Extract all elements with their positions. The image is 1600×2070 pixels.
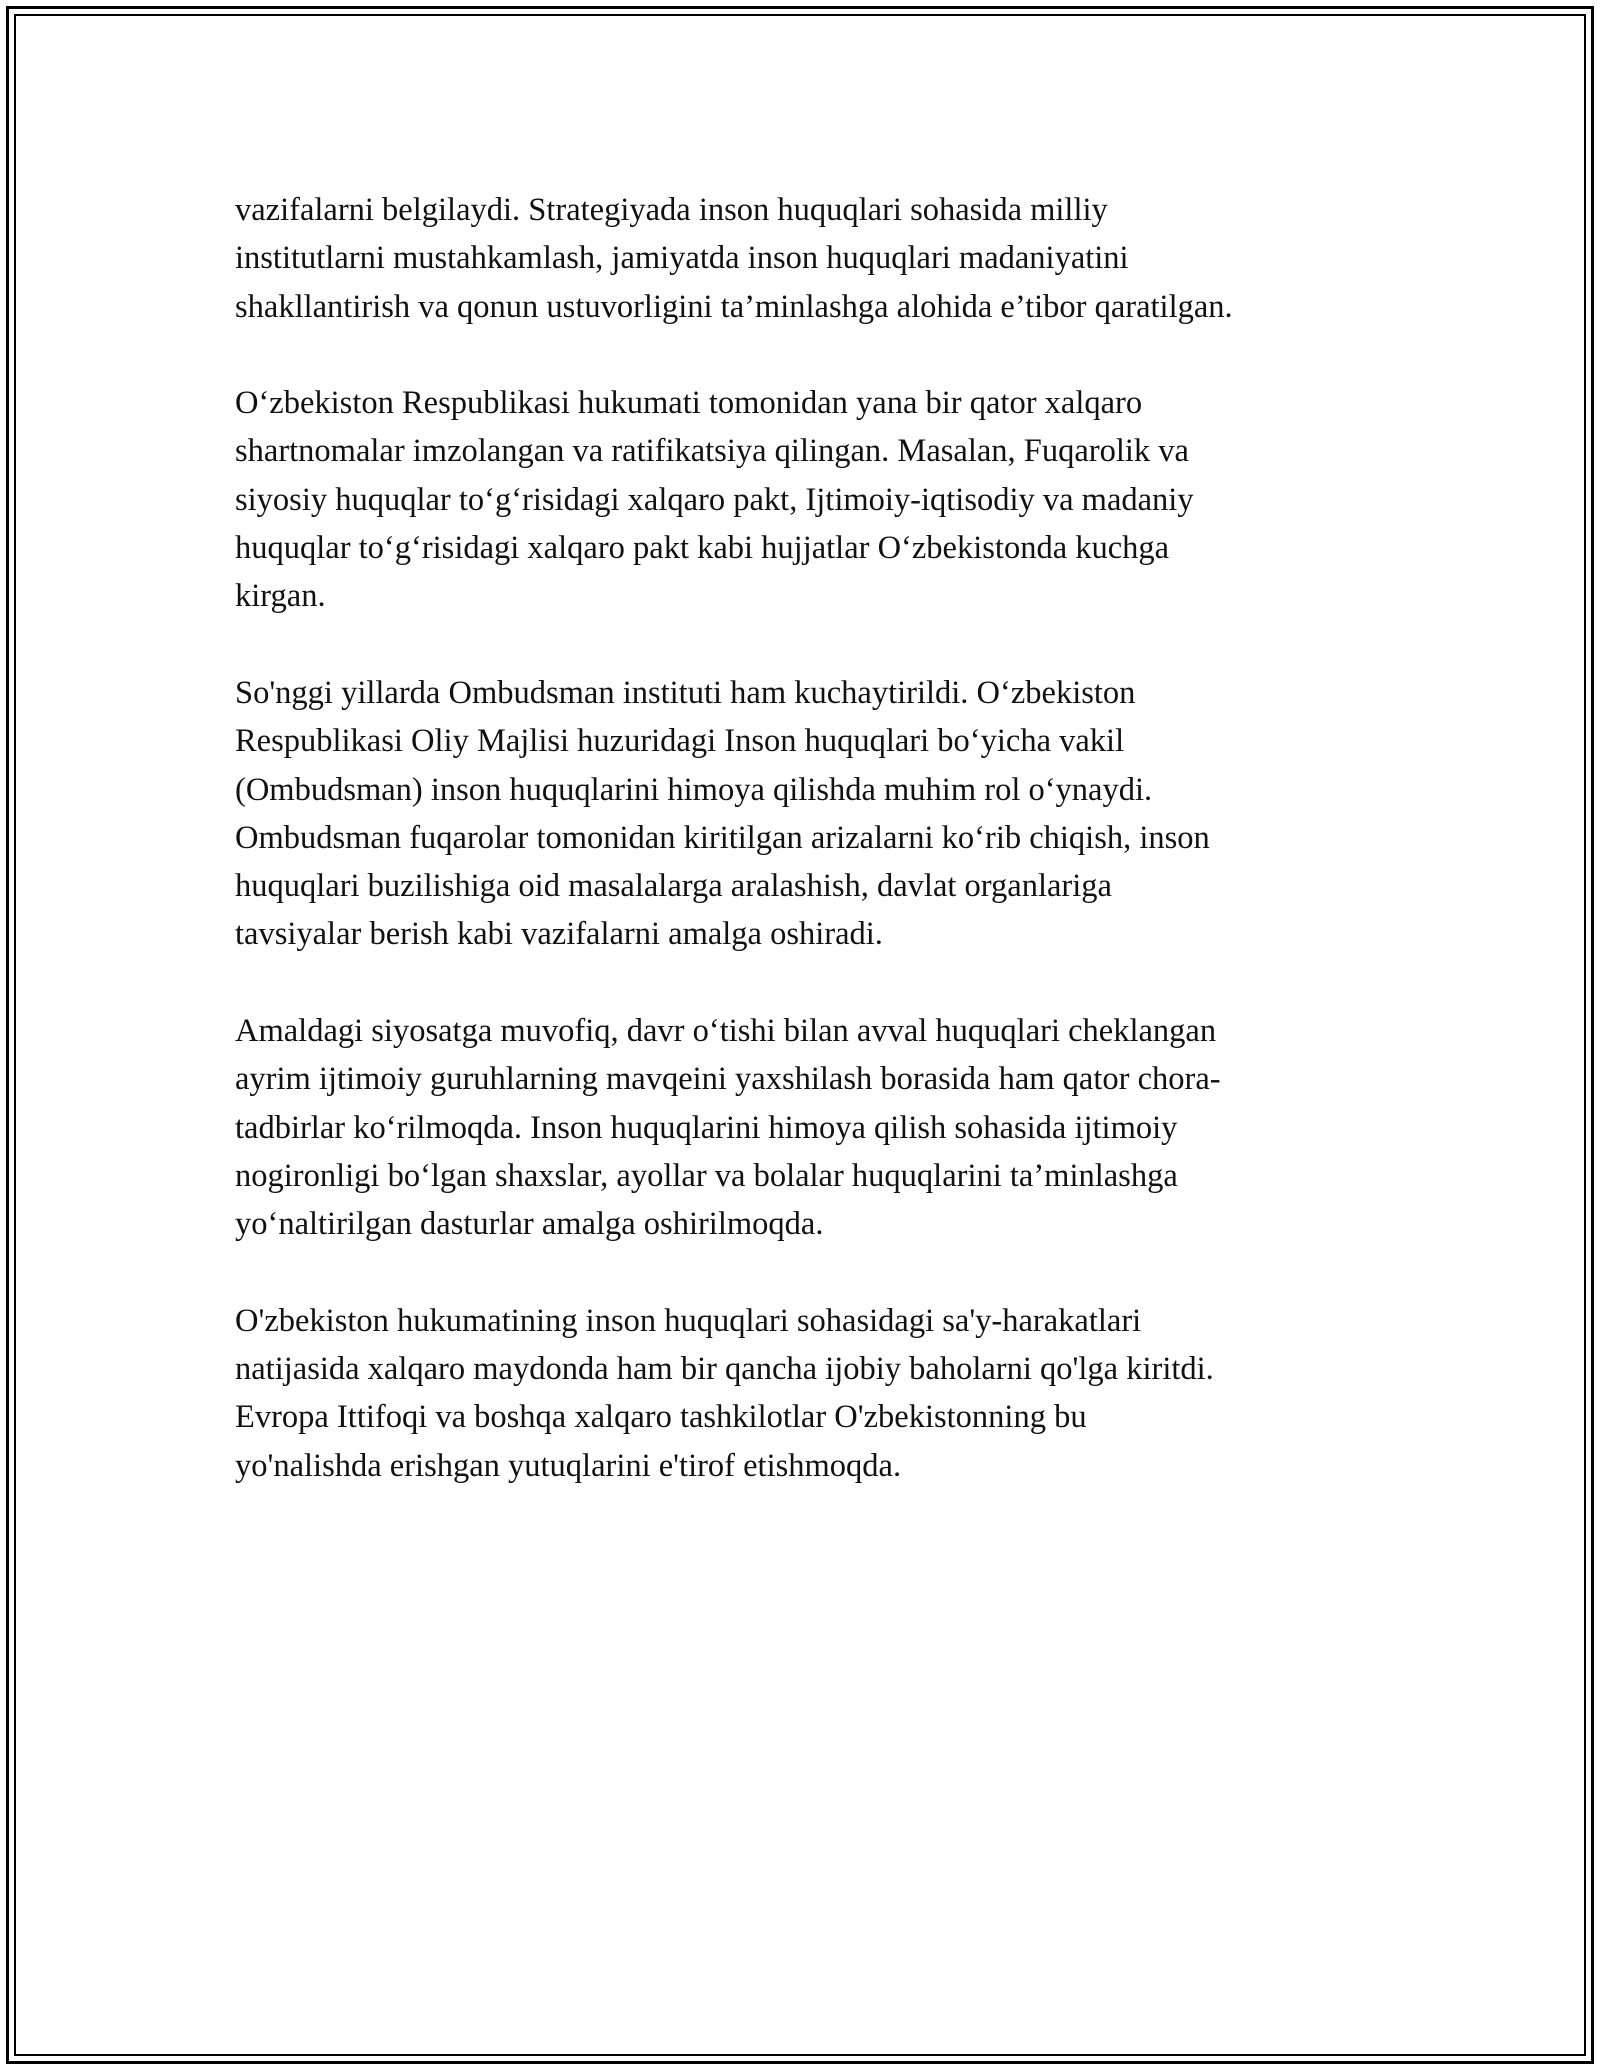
paragraph-line: yo'nalishda erishgan yutuqlarini e'tirof etishmoqda. [235,1447,902,1484]
paragraph-line: Amaldagi siyosatga muvofiq, davr o‘tishi bilan avval huquqlari cheklangan [235,1013,1217,1050]
paragraph-5 [235,1297,1365,1490]
paragraph-line: yo‘naltirilgan dasturlar amalga oshirilmoqda. [235,1206,824,1243]
paragraph-line: ayrim ijtimoiy guruhlarning mavqeini yaxshilash borasida ham qator chora- [235,1061,1221,1098]
paragraph-line: huquqlar to‘g‘risidagi xalqaro pakt kabi hujjatlar O‘zbekistonda kuchga [235,530,1170,567]
paragraph-2 [235,379,1365,620]
paragraph-line: tavsiyalar berish kabi vazifalarni amalga oshiradi. [235,916,883,953]
paragraph-line: O'zbekiston hukumatining inson huquqlari sohasidagi sa'y-harakatlari [235,1302,1142,1339]
paragraph-line: siyosiy huquqlar to‘g‘risidagi xalqaro pakt, Ijtimoiy-iqtisodiy va madaniy [235,481,1194,518]
paragraph-line: (Ombudsman) inson huquqlarini himoya qilishda muhim rol o‘ynaydi. [235,771,1153,808]
paragraph-4 [235,1007,1365,1248]
paragraph-line: natijasida xalqaro maydonda ham bir qancha ijobiy baholarni qo'lga kiritdi. [235,1351,1214,1388]
paragraph-line: kirgan. [235,578,326,615]
paragraph-line: Evropa Ittifoqi va boshqa xalqaro tashkilotlar O'zbekistonning bu [235,1399,1087,1436]
paragraph-line: Respublikasi Oliy Majlisi huzuridagi Inson huquqlari bo‘yicha vakil [235,723,1125,760]
document-body [235,186,1365,1538]
paragraph-line: nogironligi bo‘lgan shaxslar, ayollar va bolalar huquqlarini ta’minlashga [235,1157,1178,1194]
paragraph-line: Ombudsman fuqarolar tomonidan kiritilgan arizalarni ko‘rib chiqish, inson [235,819,1210,856]
paragraph-line: institutlarni mustahkamlash, jamiyatda inson huquqlari madaniyatini [235,240,1129,277]
paragraph-1 [235,186,1365,331]
paragraph-line: shartnomalar imzolangan va ratifikatsiya qilingan. Masalan, Fuqarolik va [235,433,1189,470]
paragraph-3 [235,669,1365,959]
paragraph-line: shakllantirish va qonun ustuvorligini ta’minlashga alohida e’tibor qaratilgan. [235,288,1233,325]
paragraph-line: vazifalarni belgilaydi. Strategiyada inson huquqlari sohasida milliy [235,192,1108,228]
paragraph-line: huquqlari buzilishiga oid masalalarga aralashish, davlat organlariga [235,868,1112,905]
paragraph-line: O‘zbekiston Respublikasi hukumati tomonidan yana bir qator xalqaro [235,385,1143,422]
paragraph-line: tadbirlar ko‘rilmoqda. Inson huquqlarini himoya qilish sohasida ijtimoiy [235,1109,1178,1146]
paragraph-line: So'nggi yillarda Ombudsman instituti ham kuchaytirildi. O‘zbekiston [235,674,1136,711]
